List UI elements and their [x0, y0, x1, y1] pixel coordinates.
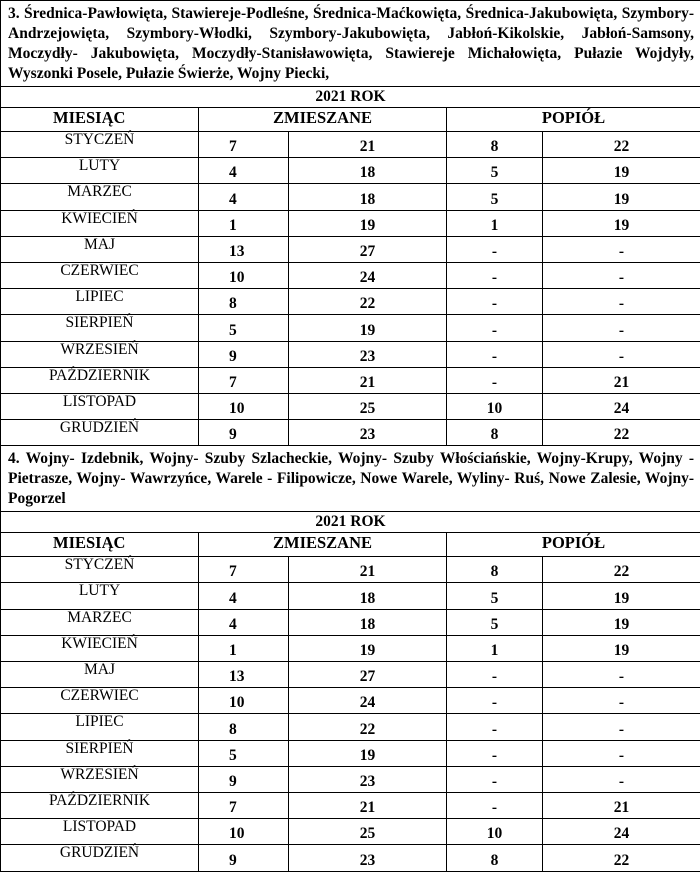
column-header-ash: POPIÓŁ	[447, 533, 700, 557]
table-row	[1, 714, 700, 740]
month-cell: GRUDZIEŃ	[1, 420, 199, 446]
ash-day-1-cell: -	[447, 315, 543, 341]
mixed-day-2-cell: 22	[289, 714, 447, 740]
mixed-day-2-cell: 21	[289, 132, 447, 158]
ash-day-2-cell: -	[543, 688, 700, 714]
table-row	[1, 557, 700, 583]
table-row	[1, 367, 700, 393]
mixed-day-1-cell: 9	[199, 845, 289, 871]
ash-day-2-cell: -	[543, 766, 700, 792]
ash-day-1-cell: 5	[447, 184, 543, 210]
table-row	[1, 819, 700, 845]
ash-day-1-cell: 5	[447, 583, 543, 609]
ash-day-1-cell: 8	[447, 420, 543, 446]
mixed-day-1-cell: 10	[199, 393, 289, 419]
mixed-day-1-cell: 7	[199, 557, 289, 583]
mixed-day-2-cell: 27	[289, 662, 447, 688]
ash-day-2-cell: 19	[543, 210, 700, 236]
mixed-day-2-cell: 23	[289, 341, 447, 367]
mixed-day-1-cell: 9	[199, 420, 289, 446]
ash-day-2-cell: -	[543, 236, 700, 262]
ash-day-2-cell: 19	[543, 635, 700, 661]
ash-day-2-cell: 22	[543, 132, 700, 158]
ash-day-2-cell: -	[543, 714, 700, 740]
ash-day-2-cell: 19	[543, 583, 700, 609]
table-header-row	[1, 108, 700, 132]
mixed-day-1-cell: 10	[199, 262, 289, 288]
ash-day-2-cell: -	[543, 262, 700, 288]
ash-day-2-cell: -	[543, 662, 700, 688]
mixed-day-1-cell: 7	[199, 792, 289, 818]
ash-day-1-cell: 8	[447, 845, 543, 871]
year-row	[1, 87, 700, 108]
table-row	[1, 262, 700, 288]
month-cell: MARZEC	[1, 609, 199, 635]
month-cell: LISTOPAD	[1, 819, 199, 845]
ash-day-2-cell: 19	[543, 184, 700, 210]
table-row	[1, 184, 700, 210]
month-cell: MARZEC	[1, 184, 199, 210]
section-description-cell	[1, 446, 700, 512]
month-cell: STYCZEŃ	[1, 557, 199, 583]
ash-day-1-cell: -	[447, 341, 543, 367]
ash-day-1-cell: 1	[447, 210, 543, 236]
section-description-row	[1, 446, 700, 512]
ash-day-1-cell: -	[447, 792, 543, 818]
mixed-day-2-cell: 21	[289, 367, 447, 393]
table-row	[1, 393, 700, 419]
month-cell: MAJ	[1, 236, 199, 262]
month-cell: PAŹDZIERNIK	[1, 792, 199, 818]
ash-day-2-cell: 22	[543, 845, 700, 871]
ash-day-2-cell: 19	[543, 609, 700, 635]
table-row	[1, 845, 700, 871]
mixed-day-2-cell: 18	[289, 609, 447, 635]
ash-day-2-cell: 22	[543, 420, 700, 446]
section-description-row	[1, 1, 700, 87]
month-cell: WRZESIEŃ	[1, 341, 199, 367]
ash-day-2-cell: -	[543, 289, 700, 315]
mixed-day-1-cell: 7	[199, 132, 289, 158]
month-cell: LIPIEC	[1, 289, 199, 315]
mixed-day-2-cell: 21	[289, 792, 447, 818]
ash-day-1-cell: -	[447, 766, 543, 792]
table-row	[1, 609, 700, 635]
mixed-day-2-cell: 24	[289, 262, 447, 288]
ash-day-2-cell: -	[543, 341, 700, 367]
month-cell: CZERWIEC	[1, 688, 199, 714]
table-row	[1, 341, 700, 367]
mixed-day-1-cell: 9	[199, 766, 289, 792]
section-description: 3. Średnica-Pawłowięta, Stawiereje-Podleśne, Średnica-Maćkowięta, Średnica-Jakubowięta, Szymbory-Andrzejowięta, Szymbory-Włodki, Szymbory-Jakubowięta, Jabłoń-Kikolskie, Jabłoń-Samsony, Moczydły- Jakubowięta, Moczydły-Stanisławowięta, Stawiereje Michałowięta, Pułazie Wojdyły, Wyszonki Posele, Pułazie Świerże, Wojny Piecki,	[8, 5, 695, 82]
ash-day-1-cell: 10	[447, 819, 543, 845]
month-cell: LISTOPAD	[1, 393, 199, 419]
ash-day-1-cell: 8	[447, 132, 543, 158]
mixed-day-1-cell: 5	[199, 740, 289, 766]
month-cell: CZERWIEC	[1, 262, 199, 288]
mixed-day-1-cell: 8	[199, 289, 289, 315]
ash-day-1-cell: -	[447, 367, 543, 393]
ash-day-2-cell: -	[543, 315, 700, 341]
table-row	[1, 740, 700, 766]
month-cell: LUTY	[1, 583, 199, 609]
ash-day-1-cell: 10	[447, 393, 543, 419]
mixed-day-2-cell: 21	[289, 557, 447, 583]
table-row	[1, 662, 700, 688]
mixed-day-2-cell: 24	[289, 688, 447, 714]
table-row	[1, 132, 700, 158]
ash-day-1-cell: -	[447, 688, 543, 714]
table-row	[1, 158, 700, 184]
mixed-day-1-cell: 4	[199, 158, 289, 184]
ash-day-1-cell: 5	[447, 158, 543, 184]
mixed-day-2-cell: 22	[289, 289, 447, 315]
mixed-day-2-cell: 25	[289, 393, 447, 419]
mixed-day-2-cell: 23	[289, 845, 447, 871]
column-header-month: MIESIĄC	[1, 533, 199, 557]
month-cell: SIERPIEŃ	[1, 315, 199, 341]
mixed-day-1-cell: 1	[199, 210, 289, 236]
month-cell: LIPIEC	[1, 714, 199, 740]
mixed-day-1-cell: 4	[199, 583, 289, 609]
table-row	[1, 635, 700, 661]
month-cell: KWIECIEŃ	[1, 210, 199, 236]
mixed-day-2-cell: 19	[289, 315, 447, 341]
month-cell: MAJ	[1, 662, 199, 688]
ash-day-2-cell: 24	[543, 393, 700, 419]
month-cell: GRUDZIEŃ	[1, 845, 199, 871]
year-label: 2021 ROK	[1, 87, 700, 108]
year-row	[1, 512, 700, 533]
mixed-day-2-cell: 27	[289, 236, 447, 262]
ash-day-1-cell: -	[447, 262, 543, 288]
mixed-day-1-cell: 10	[199, 819, 289, 845]
year-label: 2021 ROK	[1, 512, 700, 533]
mixed-day-1-cell: 8	[199, 714, 289, 740]
ash-day-1-cell: -	[447, 289, 543, 315]
month-cell: STYCZEŃ	[1, 132, 199, 158]
mixed-day-2-cell: 19	[289, 740, 447, 766]
mixed-day-2-cell: 19	[289, 635, 447, 661]
mixed-day-1-cell: 13	[199, 236, 289, 262]
month-cell: WRZESIEŃ	[1, 766, 199, 792]
table-header-row	[1, 533, 700, 557]
table-row	[1, 289, 700, 315]
ash-day-2-cell: 19	[543, 158, 700, 184]
table-row	[1, 210, 700, 236]
table-row	[1, 766, 700, 792]
column-header-ash: POPIÓŁ	[447, 108, 700, 132]
table-row	[1, 236, 700, 262]
mixed-day-1-cell: 4	[199, 609, 289, 635]
table-row	[1, 583, 700, 609]
mixed-day-2-cell: 23	[289, 420, 447, 446]
section-description: 4. Wojny- Izdebnik, Wojny- Szuby Szlacheckie, Wojny- Szuby Włościańskie, Wojny-Krupy, Wojny -Pietrasze, Wojny- Wawrzyńce, Warele - Filipowicze, Nowe Warele, Wyliny- Ruś, Nowe Zalesie, Wojny- Pogorzel	[8, 450, 695, 508]
month-cell: KWIECIEŃ	[1, 635, 199, 661]
mixed-day-2-cell: 25	[289, 819, 447, 845]
mixed-day-1-cell: 7	[199, 367, 289, 393]
table-row	[1, 420, 700, 446]
column-header-mixed-waste: ZMIESZANE	[199, 108, 447, 132]
month-cell: PAŹDZIERNIK	[1, 367, 199, 393]
column-header-month: MIESIĄC	[1, 108, 199, 132]
ash-day-1-cell: 1	[447, 635, 543, 661]
month-cell: LUTY	[1, 158, 199, 184]
ash-day-2-cell: -	[543, 740, 700, 766]
ash-day-2-cell: 21	[543, 367, 700, 393]
ash-day-1-cell: 8	[447, 557, 543, 583]
ash-day-1-cell: -	[447, 740, 543, 766]
mixed-day-2-cell: 18	[289, 583, 447, 609]
ash-day-1-cell: -	[447, 236, 543, 262]
table-row	[1, 315, 700, 341]
ash-day-2-cell: 24	[543, 819, 700, 845]
mixed-day-2-cell: 18	[289, 158, 447, 184]
schedule-table-body	[1, 1, 700, 872]
column-header-mixed-waste: ZMIESZANE	[199, 533, 447, 557]
ash-day-1-cell: 5	[447, 609, 543, 635]
ash-day-1-cell: -	[447, 714, 543, 740]
mixed-day-1-cell: 4	[199, 184, 289, 210]
mixed-day-2-cell: 18	[289, 184, 447, 210]
mixed-day-2-cell: 23	[289, 766, 447, 792]
ash-day-2-cell: 22	[543, 557, 700, 583]
mixed-day-2-cell: 19	[289, 210, 447, 236]
mixed-day-1-cell: 9	[199, 341, 289, 367]
ash-day-1-cell: -	[447, 662, 543, 688]
month-cell: SIERPIEŃ	[1, 740, 199, 766]
ash-day-2-cell: 21	[543, 792, 700, 818]
mixed-day-1-cell: 10	[199, 688, 289, 714]
table-row	[1, 688, 700, 714]
mixed-day-1-cell: 1	[199, 635, 289, 661]
mixed-day-1-cell: 13	[199, 662, 289, 688]
table-row	[1, 792, 700, 818]
mixed-day-1-cell: 5	[199, 315, 289, 341]
section-description-cell	[1, 1, 700, 87]
